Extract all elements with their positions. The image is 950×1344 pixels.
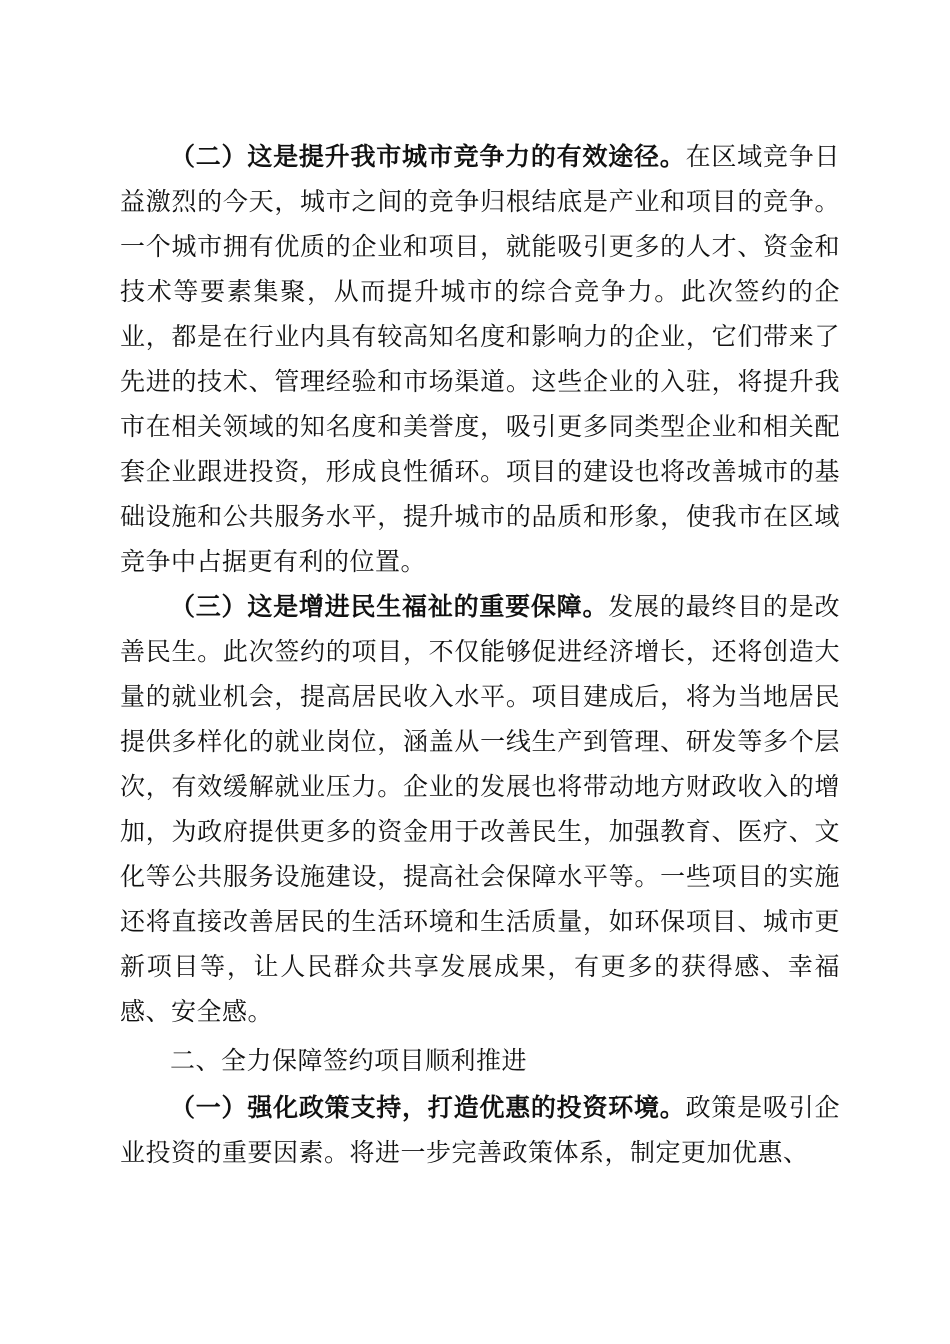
paragraph-policy-support (120, 1085, 840, 1175)
paragraph-text: 在区域竞争日益激烈的今天，城市之间的竞争归根结底是产业和项目的竞争。一个城市拥有优质的企业和项目，就能吸引更多的人才、资金和技术等要素集聚，从而提升城市的综合竞争力。此次签约的企业，都是在行业内具有较高知名度和影响力的企业，它们带来了先进的技术、管理经验和市场渠道。这些企业的入驻，将提升我市在相关领域的知名度和美誉度，吸引更多同类型企业和相关配套企业跟进投资，形成良性循环。项目的建设也将改善城市的基础设施和公共服务水平，提升城市的品质和形象，使我市在区域竞争中占据更有利的位置。 (120, 142, 840, 576)
paragraph-text: 政策是吸引企业投资的重要因素。将进一步完善政策体系，制定更加优惠、 (120, 1093, 840, 1167)
paragraph-lead: （三）这是增进民生福祉的重要保障。 (170, 592, 609, 621)
paragraph-livelihood (120, 584, 840, 1034)
section-heading: 二、全力保障签约项目顺利推进 (170, 1046, 528, 1075)
paragraph-text: 发展的最终目的是改善民生。此次签约的项目，不仅能够促进经济增长，还将创造大量的就业机会，提高居民收入水平。项目建成后，将为当地居民提供多样化的就业岗位，涵盖从一线生产到管理、研发等多个层次，有效缓解就业压力。企业的发展也将带动地方财政收入的增加，为政府提供更多的资金用于改善民生，加强教育、医疗、文化等公共服务设施建设，提高社会保障水平等。一些项目的实施还将直接改善居民的生活环境和生活质量，如环保项目、城市更新项目等，让人民群众共享发展成果，有更多的获得感、幸福感、安全感。 (120, 592, 840, 1026)
paragraph-lead: （一）强化政策支持，打造优惠的投资环境。 (170, 1093, 686, 1122)
document-body (120, 134, 840, 1175)
paragraph-competitiveness (120, 134, 840, 584)
paragraph-lead: （二）这是提升我市城市竞争力的有效途径。 (170, 142, 686, 171)
